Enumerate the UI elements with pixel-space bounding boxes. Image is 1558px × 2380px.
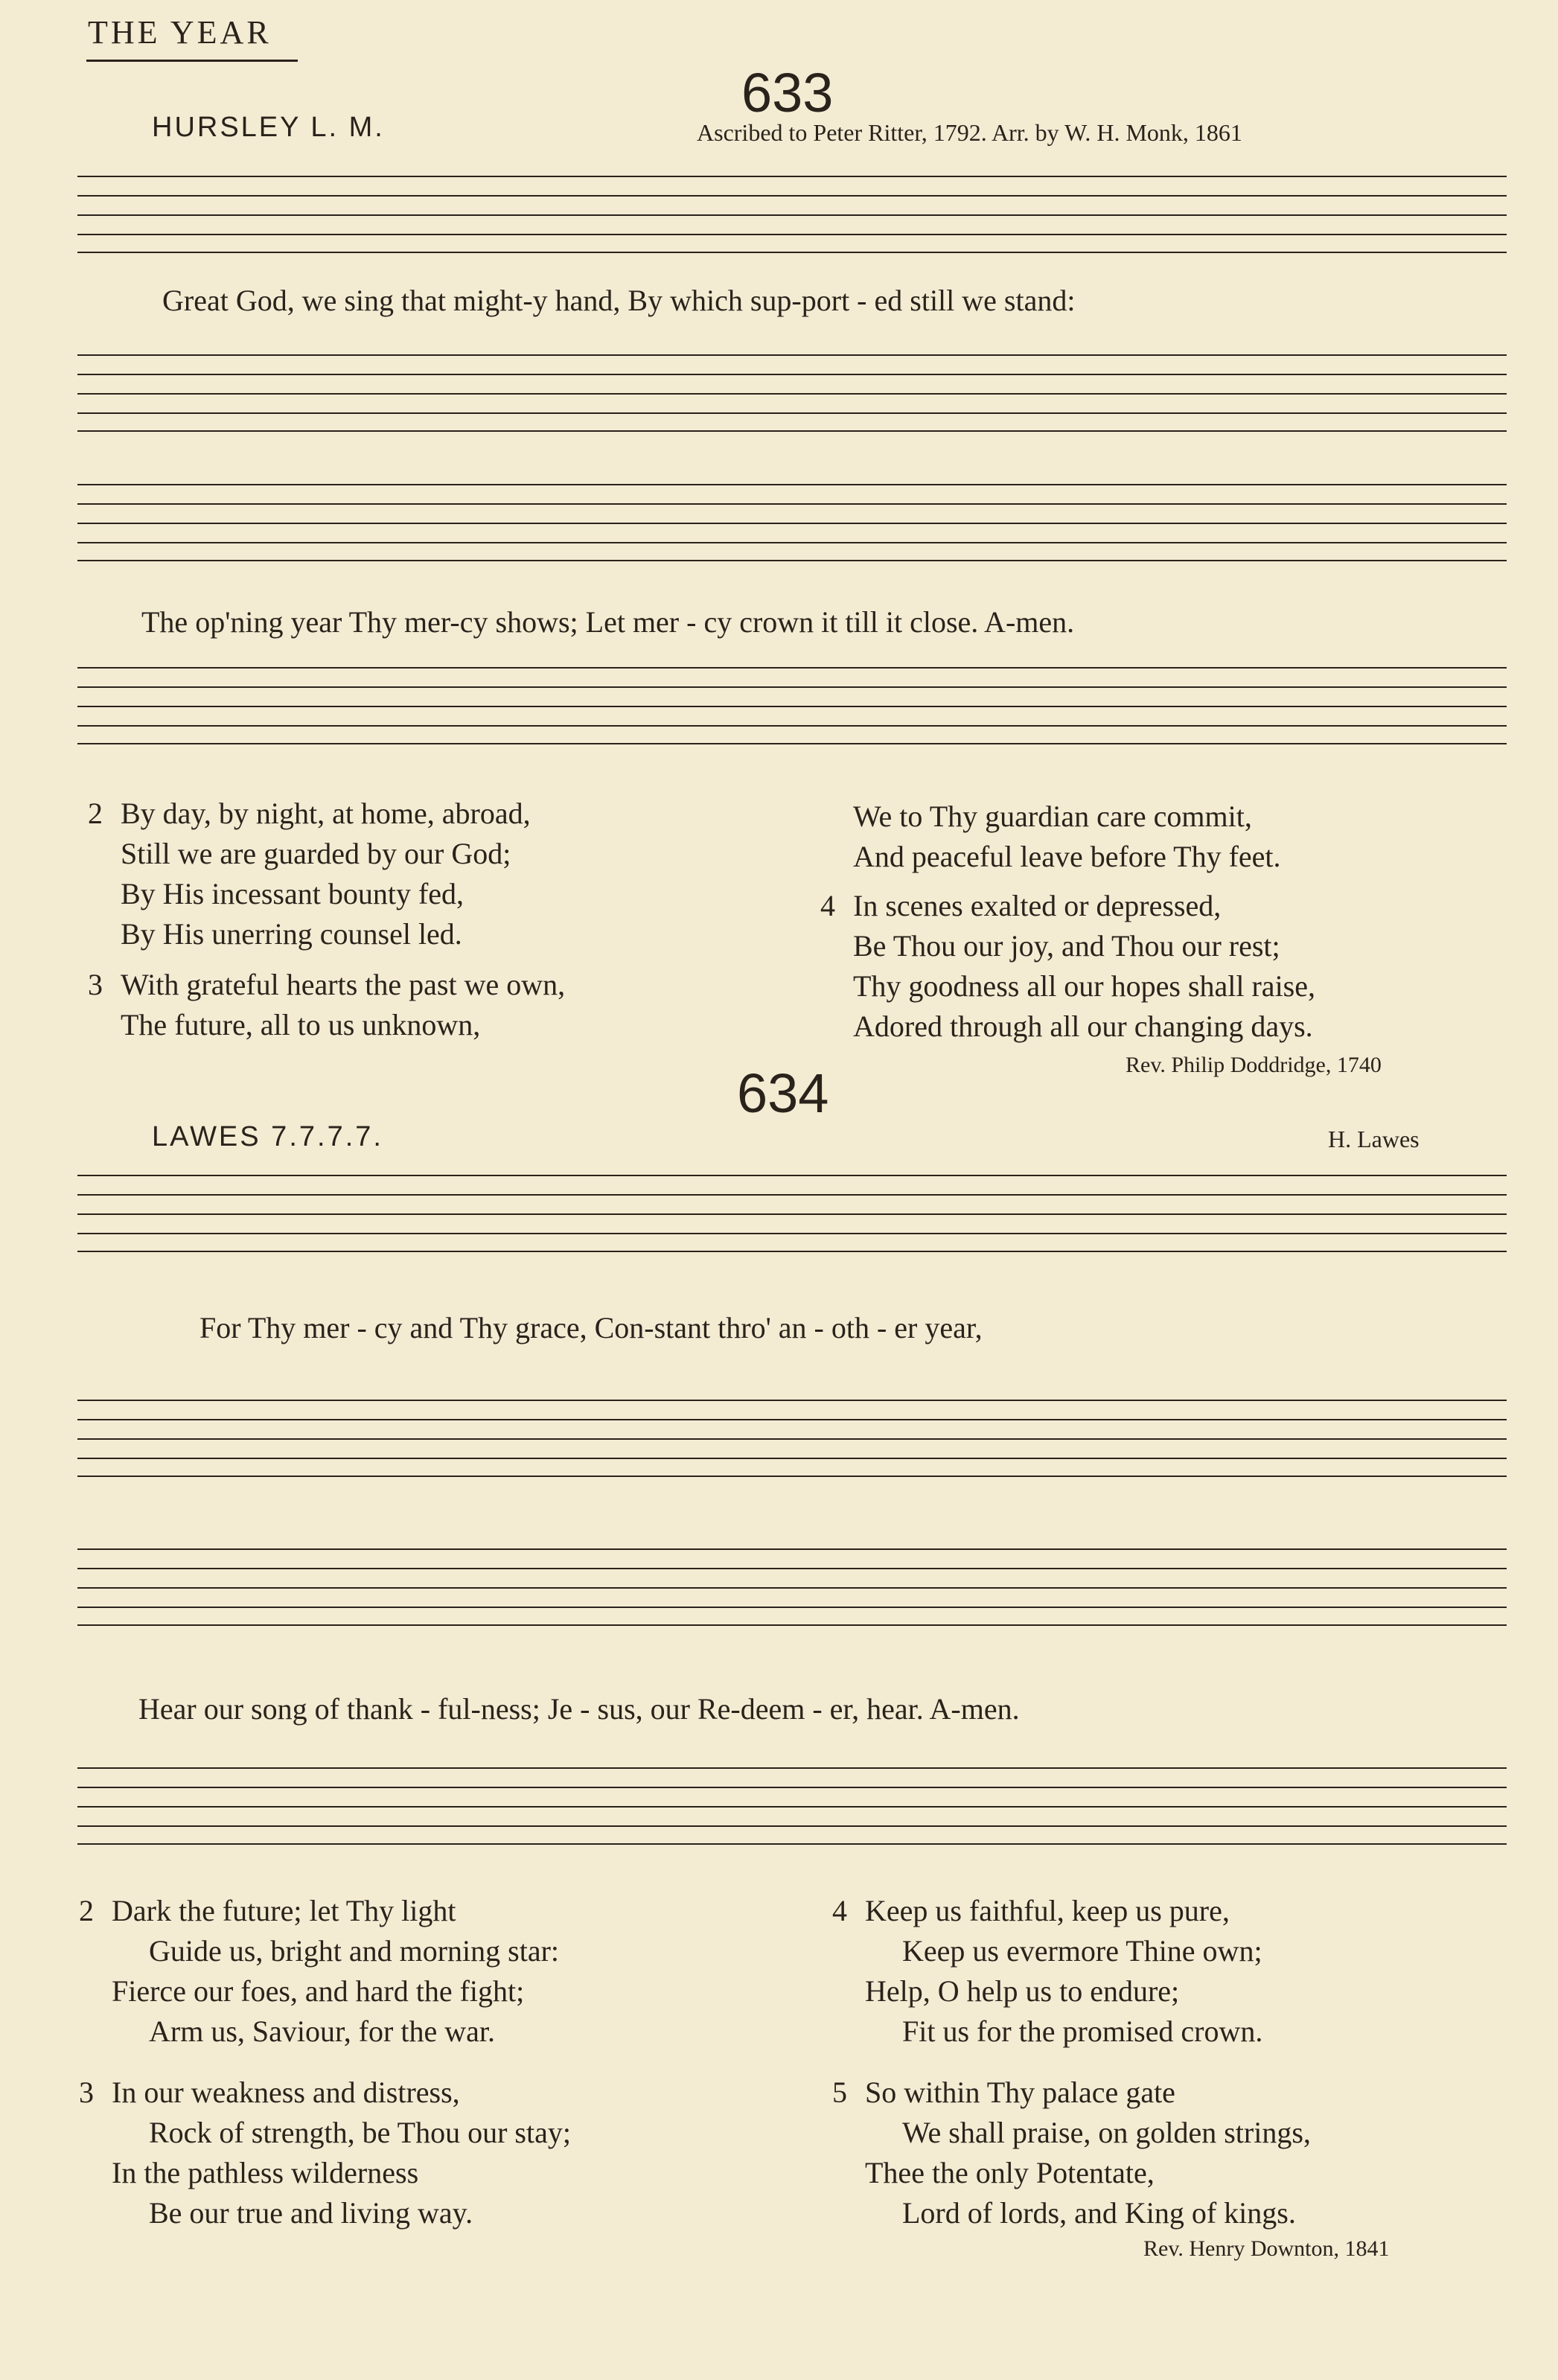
composer-credit: Ascribed to Peter Ritter, 1792. Arr. by W. H. Monk, 1861 [697, 119, 1242, 146]
stanza: 2 By day, by night, at home, abroad, Still we are guarded by our God; By His incessant bounty fed, By His unerring counsel led. [121, 794, 531, 954]
lyrics-line: Great God, we sing that might-y hand, By which sup-port - ed still we stand: [162, 284, 1076, 317]
hymn-number: 634 [737, 1062, 829, 1124]
treble-staff [77, 176, 1507, 253]
stanza-number: 4 [820, 889, 835, 922]
header-rule [86, 60, 298, 62]
author-credit: Rev. Henry Downton, 1841 [1143, 2236, 1390, 2261]
bass-staff [77, 1767, 1507, 1845]
tune-name: LAWES 7.7.7.7. [152, 1121, 383, 1152]
treble-staff [77, 1175, 1507, 1252]
tune-name: HURSLEY L. M. [152, 112, 385, 143]
hymn-number: 633 [741, 62, 834, 124]
stanza: 4 In scenes exalted or depressed, Be Thou our joy, and Thou our rest; Thy goodness all our hopes shall raise, Adored through all our changing days. [853, 886, 1315, 1047]
lyrics-line: Hear our song of thank - ful-ness; Je - sus, our Re-deem - er, hear. A-men. [138, 1692, 1020, 1726]
stanza-number: 3 [79, 2076, 94, 2109]
lyrics-line: The op'ning year Thy mer-cy shows; Let mer - cy crown it till it close. A-men. [141, 605, 1075, 639]
stanza: 2 Dark the future; let Thy light Guide us, bright and morning star: Fierce our foes, and hard the fight; Arm us, Saviour, for the war. [112, 1891, 559, 2052]
lyrics-line: For Thy mer - cy and Thy grace, Con-stant thro' an - oth - er year, [199, 1311, 983, 1344]
section-header: THE YEAR [88, 14, 272, 51]
author-credit: Rev. Philip Doddridge, 1740 [1126, 1053, 1382, 1077]
bass-staff [77, 1400, 1507, 1477]
stanza: 3 With grateful hearts the past we own, The future, all to us unknown, [121, 965, 565, 1045]
stanza-number: 4 [832, 1894, 847, 1927]
stanza-number: 2 [88, 797, 103, 830]
stanza-number: 3 [88, 968, 103, 1001]
stanza-number: 5 [832, 2076, 847, 2109]
treble-staff [77, 1548, 1507, 1626]
treble-staff [77, 484, 1507, 561]
stanza: 5 So within Thy palace gate We shall praise, on golden strings, Thee the only Potentate, Lord of lords, and King of kings. [865, 2073, 1311, 2233]
stanza: 4 Keep us faithful, keep us pure, Keep us evermore Thine own; Help, O help us to endure; Fit us for the promised crown. [865, 1891, 1262, 2052]
bass-staff [77, 667, 1507, 744]
stanza-number: 2 [79, 1894, 94, 1927]
bass-staff [77, 354, 1507, 432]
composer-credit: H. Lawes [1328, 1126, 1420, 1152]
stanza: 3 In our weakness and distress, Rock of strength, be Thou our stay; In the pathless wilderness Be our true and living way. [112, 2073, 571, 2233]
stanza-continued: We to Thy guardian care commit, And peaceful leave before Thy feet. [853, 800, 1281, 873]
